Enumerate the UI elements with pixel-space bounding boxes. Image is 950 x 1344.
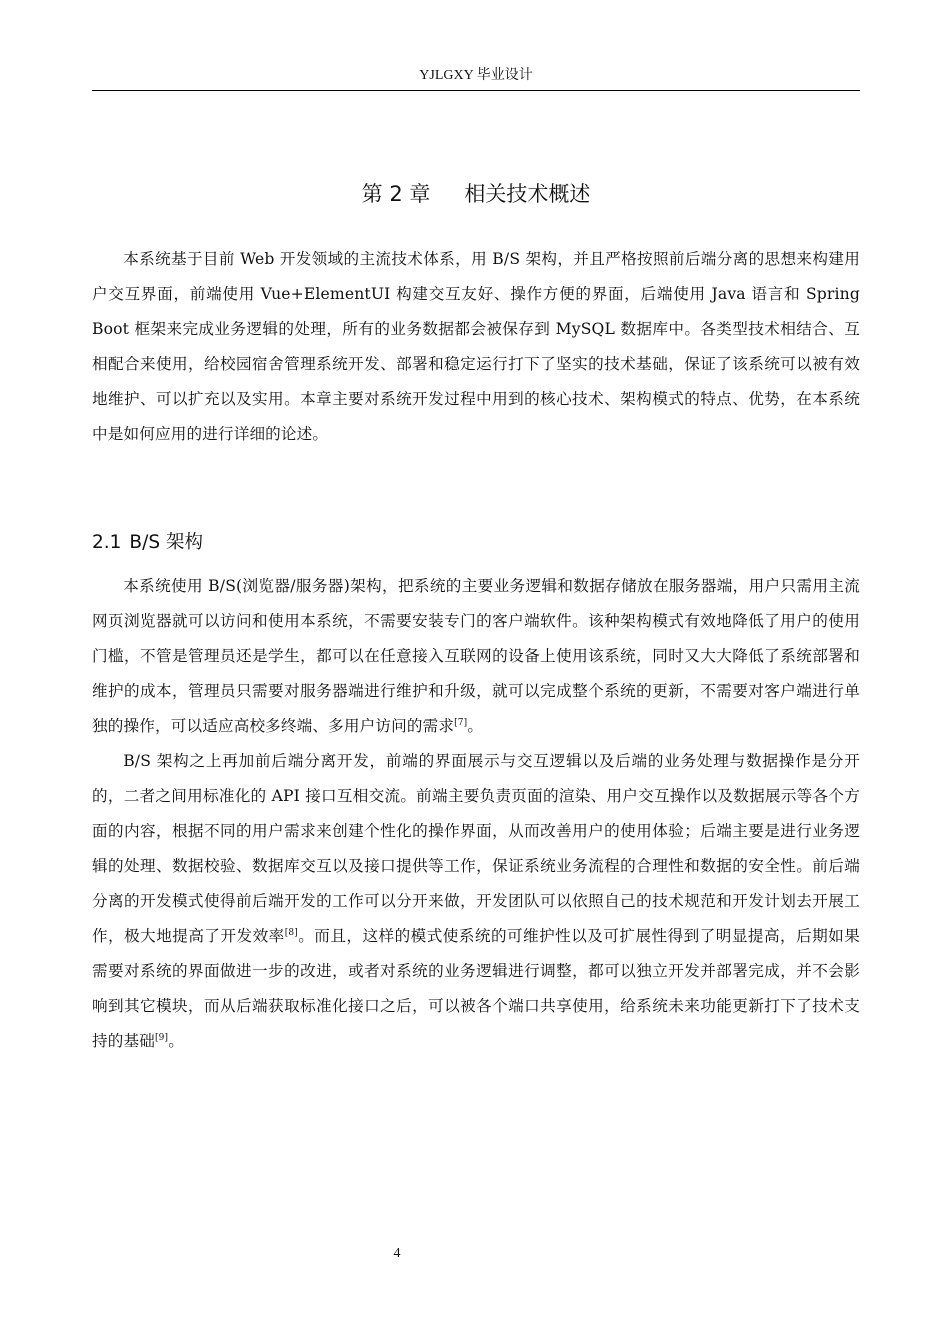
section-title: B/S 架构 (129, 532, 203, 553)
intro-paragraph: 本系统基于目前 Web 开发领域的主流技术体系，用 B/S 架构，并且严格按照前后端分离的思想来构建用户交互界面，前端使用 Vue+ElementUI 构建交互友好、操作方便的界面，后端使用 Java 语言和 Spring Boot 框架来完成业务逻辑的处理，所有的业务数据都会被保存到 MySQL 数据库中。各类型技术相结合、互相配合来使用，给校园宿舍管理系统开发、部署和稳定运行打下了坚实的技术基础，保证了该系统可以被有效地维护、可以扩充以及实用。本章主要对系统开发过程中用到的核心技术、架构模式的特点、优势，在本系统中是如何应用的进行详细的论述。 (92, 250, 860, 443)
section-2-1-body (92, 569, 860, 1059)
citation-8: [8] (284, 928, 298, 938)
section-heading-2-1 (92, 527, 203, 559)
chapter-title-text: 相关技术概述 (464, 182, 591, 206)
section-number: 2.1 (92, 532, 122, 553)
citation-9: [9] (154, 1033, 169, 1043)
citation-7: [7] (454, 718, 468, 728)
running-header: YJLGXY 毕业设计 (419, 68, 533, 83)
bs-paragraph-1-text: 本系统使用 B/S(浏览器/服务器)架构，把系统的主要业务逻辑和数据存储放在服务器端，用户只需用主流网页浏览器就可以访问和使用本系统，不需要安装专门的客户端软件。该种架构模式有效地降低了用户的使用门槛，不管是管理员还是学生，都可以在任意接入互联网的设备上使用该系统，同时又大大降低了系统部署和维护的成本，管理员只需要对服务器端进行维护和升级，就可以完成整个系统的更新，不需要对客户端进行单独的操作，可以适应高校多终端、多用户访问的需求 (92, 577, 860, 735)
intro-section (92, 242, 860, 452)
chapter-title (92, 178, 860, 210)
bs-paragraph-1-end: 。 (467, 717, 484, 735)
page-number: 4 (393, 1246, 401, 1261)
bs-paragraph-2-text-a: B/S 架构之上再加前后端分离开发，前端的界面展示与交互逻辑以及后端的业务处理与数据操作是分开的，二者之间用标准化的 API 接口互相交流。前端主要负责页面的渲染、用户交互操作以及数据展示等各个方面的内容，根据不同的用户需求来创建个性化的操作界面，从而改善用户的使用体验；后端主要是进行业务逻辑的处理、数据校验、数据库交互以及接口提供等工作，保证系统业务流程的合理性和数据的安全性。前后端分离的开发模式使得前后端开发的工作可以分开来做，开发团队可以依照自己的技术规范和开发计划去开展工作，极大地提高了开发效率 (92, 752, 860, 945)
chapter-number: 第 2 章 (361, 182, 431, 206)
bs-paragraph-1 (92, 569, 860, 744)
bs-paragraph-2-end: 。 (168, 1032, 184, 1050)
bs-paragraph-2 (92, 744, 860, 1059)
header-rule (92, 90, 860, 91)
bs-paragraph-2-text-b: 。而且，这样的模式使系统的可维护性以及可扩展性得到了明显提高，后期如果需要对系统的界面做进一步的改进，或者对系统的业务逻辑进行调整，都可以独立开发并部署完成，并不会影响到其它模块，而从后端获取标准化接口之后，可以被各个端口共享使用，给系统未来功能更新打下了技术支持的基础 (92, 927, 860, 1050)
